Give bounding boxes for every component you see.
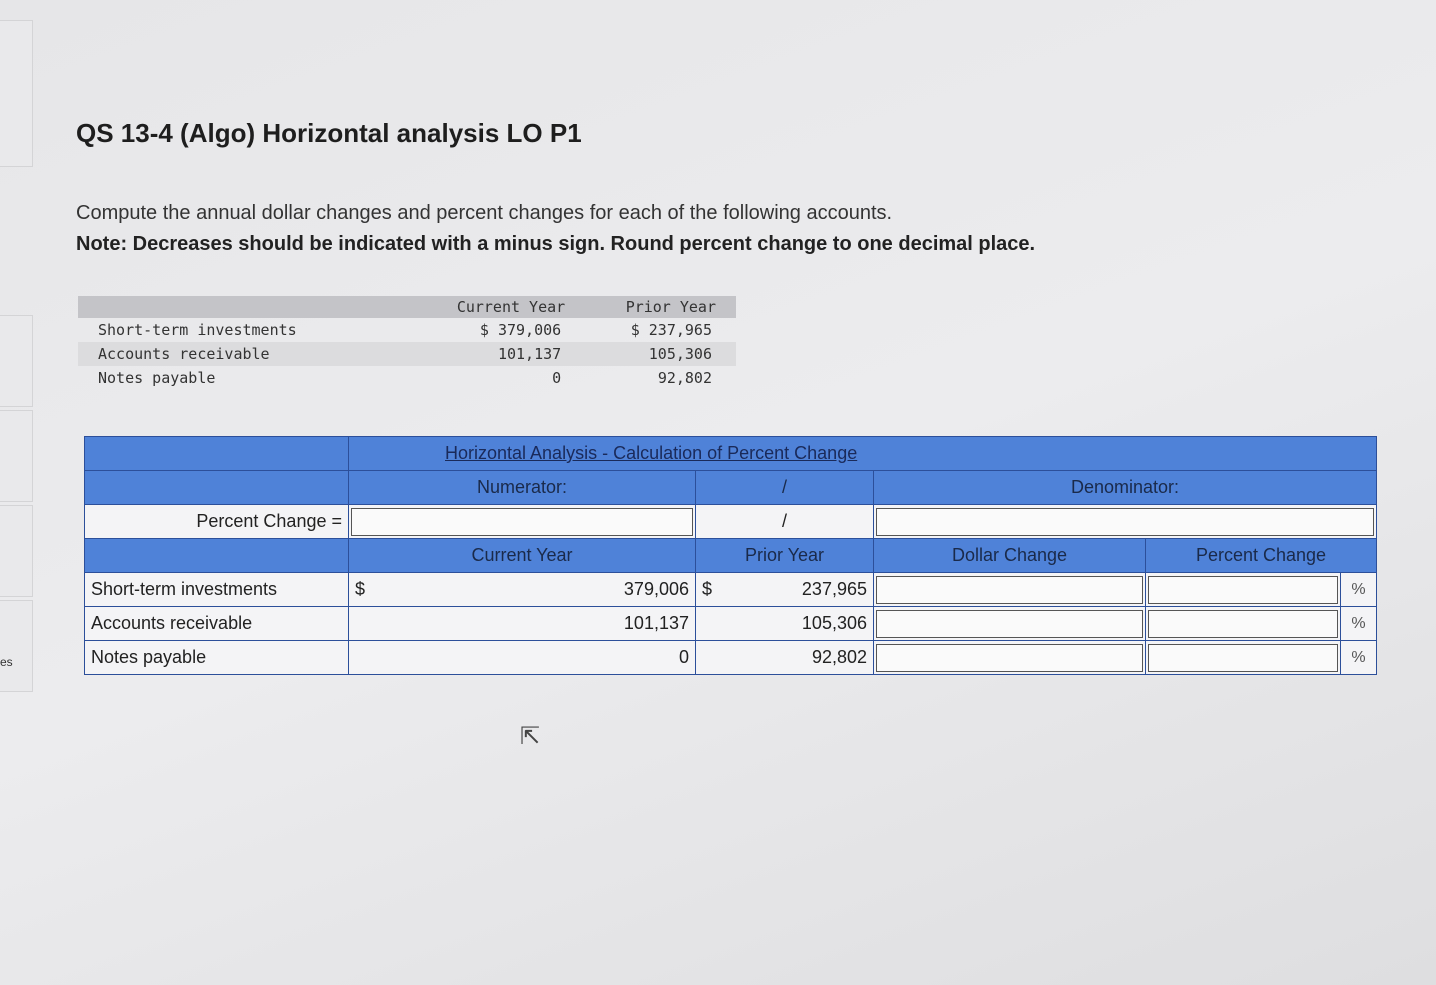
given-data-table bbox=[78, 296, 736, 390]
account: Accounts receivable bbox=[78, 342, 410, 366]
header-current-year: Current Year bbox=[410, 296, 585, 318]
denominator-label: Denominator: bbox=[874, 471, 1377, 505]
denominator-input[interactable] bbox=[876, 508, 1374, 536]
current-value: 101,137 bbox=[349, 607, 696, 641]
table-row bbox=[78, 366, 736, 390]
percent-sign: % bbox=[1341, 573, 1377, 607]
page-title: QS 13-4 (Algo) Horizontal analysis LO P1 bbox=[76, 118, 582, 148]
percent-change-input[interactable] bbox=[1148, 610, 1338, 638]
dollar-change-input[interactable] bbox=[876, 576, 1143, 604]
percent-change-label: Percent Change = bbox=[85, 505, 349, 539]
prior-value: 92,802 bbox=[696, 641, 874, 675]
prior-value: 105,306 bbox=[696, 607, 874, 641]
dollar-change-input[interactable] bbox=[876, 610, 1143, 638]
percent-change-input[interactable] bbox=[1148, 576, 1338, 604]
account: Short-term investments bbox=[98, 321, 297, 339]
current-value: 101,137 bbox=[410, 342, 585, 366]
sidebar-item[interactable] bbox=[0, 505, 33, 597]
sidebar-item[interactable] bbox=[0, 315, 33, 407]
sidebar-item[interactable] bbox=[0, 410, 33, 502]
percent-sign: % bbox=[1341, 607, 1377, 641]
numerator-label: Numerator: bbox=[349, 471, 696, 505]
current-value: $ 379,006 bbox=[479, 321, 562, 339]
header-prior-year: Prior Year bbox=[585, 296, 736, 318]
prior-value: 92,802 bbox=[657, 369, 712, 387]
sidebar-item[interactable] bbox=[0, 20, 33, 167]
percent-change-input[interactable] bbox=[1148, 644, 1338, 672]
currency: $ bbox=[355, 579, 366, 599]
header bbox=[78, 296, 410, 318]
divider: / bbox=[696, 505, 874, 539]
sidebar bbox=[0, 0, 36, 985]
table-row bbox=[78, 318, 736, 342]
numerator-input[interactable] bbox=[351, 508, 693, 536]
note: Note: Decreases should be indicated with a minus sign. Round percent change to one decimal place. bbox=[76, 233, 1036, 255]
instructions: Compute the annual dollar changes and percent changes for each of the following accounts. bbox=[76, 202, 893, 224]
header-prior-year: Prior Year bbox=[696, 539, 874, 573]
account-label: Accounts receivable bbox=[85, 607, 349, 641]
currency: $ bbox=[702, 579, 713, 599]
header-percent-change: Percent Change bbox=[1146, 539, 1377, 573]
current-value: 0 bbox=[349, 641, 696, 675]
table-row bbox=[85, 573, 1377, 607]
table-row bbox=[78, 342, 736, 366]
prior-value: 105,306 bbox=[585, 342, 736, 366]
prior-value: $ 237,965 bbox=[630, 321, 712, 339]
percent-sign: % bbox=[1341, 641, 1377, 675]
divider: / bbox=[696, 471, 874, 505]
sidebar-item[interactable] bbox=[0, 600, 33, 692]
calculation-table bbox=[84, 436, 1377, 675]
sidebar-item-label[interactable]: es bbox=[0, 655, 13, 669]
table-row bbox=[85, 641, 1377, 675]
current-value: 0 bbox=[552, 369, 562, 387]
prior-value: 237,965 bbox=[801, 579, 867, 599]
account-label: Short-term investments bbox=[85, 573, 349, 607]
account-label: Notes payable bbox=[85, 641, 349, 675]
header-dollar-change: Dollar Change bbox=[874, 539, 1146, 573]
table-title: Horizontal Analysis - Calculation of Percent Change bbox=[349, 437, 1377, 471]
dollar-change-input[interactable] bbox=[876, 644, 1143, 672]
table-row bbox=[85, 607, 1377, 641]
header-current-year: Current Year bbox=[349, 539, 696, 573]
current-value: 379,006 bbox=[623, 579, 689, 599]
mouse-pointer-icon: ⇱ bbox=[520, 723, 541, 750]
account: Notes payable bbox=[98, 369, 216, 387]
